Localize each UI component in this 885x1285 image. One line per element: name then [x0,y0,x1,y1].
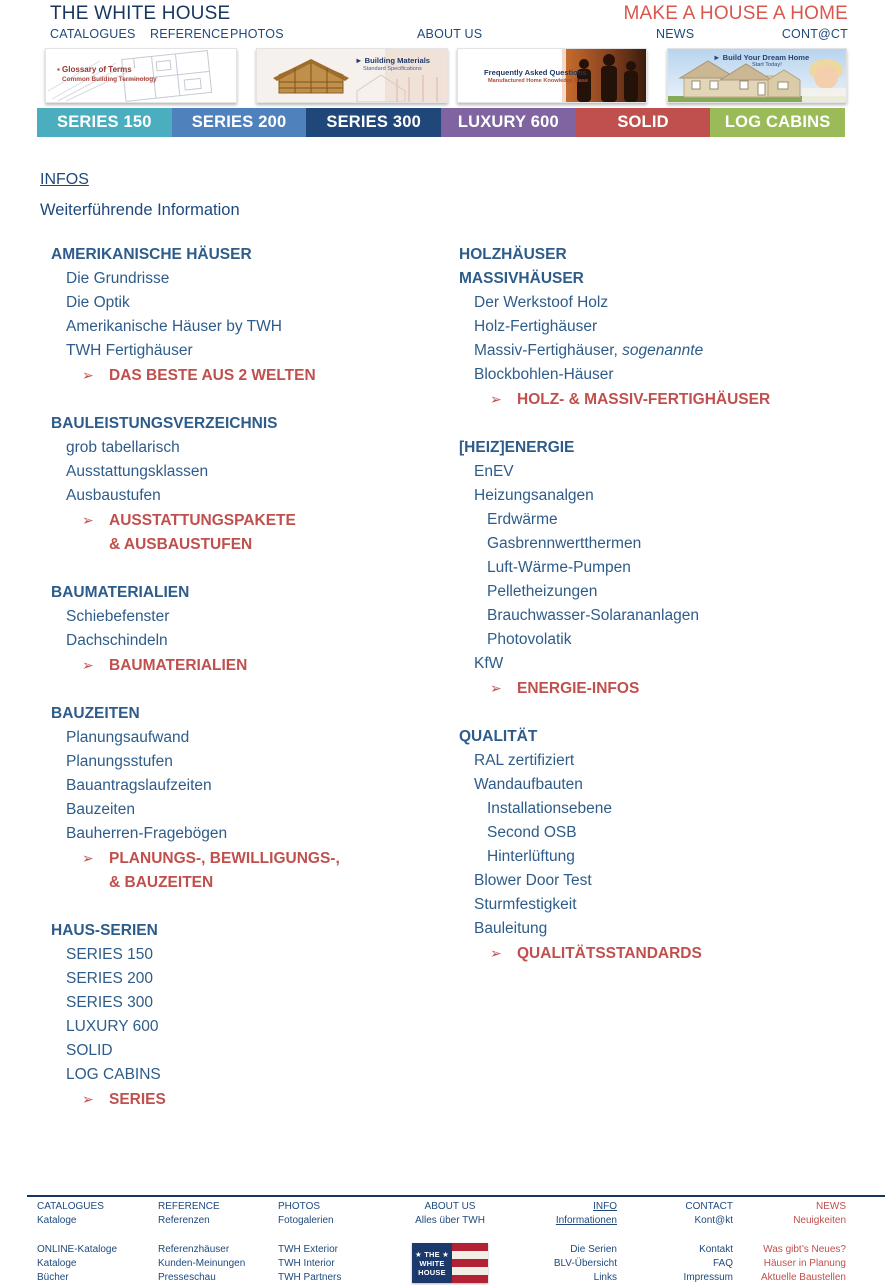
footer-title[interactable]: INFO [593,1201,617,1212]
menu-link[interactable]: SERIES 300 [66,994,154,1011]
menu-link[interactable]: Brauchwasser-Solarananlagen [487,607,699,624]
footer-link[interactable]: Presseschau [158,1272,216,1283]
menu-link[interactable]: Der Werkstoof Holz [474,294,609,311]
menu-section-bauleistungsverzeichnis [51,412,451,557]
footer-logo[interactable] [412,1243,488,1283]
menu-link[interactable]: TWH Fertighäuser [66,342,193,359]
footer-subtitle[interactable]: Fotogalerien [278,1215,334,1226]
menu-link[interactable]: Heizungsanalgen [474,487,594,504]
nav-catalogues[interactable]: CATALOGUES [50,27,136,41]
banner-dream-home[interactable] [667,48,847,103]
menu-link[interactable]: Planungsaufwand [66,729,190,746]
menu-link[interactable]: SERIES 200 [66,970,154,987]
menu-section-haus-serien [51,919,451,1112]
tab-series-300[interactable]: SERIES 300 [306,108,441,137]
footer-title[interactable]: PHOTOS [278,1201,321,1212]
menu-column-right [459,243,879,990]
banner-materials-subtitle: Standard Specifications [363,66,422,72]
menu-link[interactable]: LUXURY 600 [66,1018,159,1035]
arrowhead-icon: ➢ [82,850,94,866]
menu-link[interactable]: Planungsstufen [66,753,173,770]
footer-link[interactable]: ONLINE-Kataloge [37,1244,118,1255]
footer-title[interactable]: CATALOGUES [37,1201,104,1212]
footer-link[interactable]: TWH Partners [278,1272,342,1283]
nav-about-us[interactable]: ABOUT US [417,27,483,41]
action-link-line2[interactable]: & AUSBAUSTUFEN [109,536,253,553]
footer-link[interactable]: Aktuelle Baustellen [760,1272,846,1283]
banner-glossary-title: ▪ Glossary of Terms [57,65,132,74]
arrowhead-icon: ➢ [82,512,94,528]
footer-title[interactable]: NEWS [816,1201,846,1212]
series-nav-bar [37,108,845,137]
footer-subtitle[interactable]: Informationen [555,1215,617,1226]
section-header: HAUS-SERIEN [51,922,158,939]
menu-link[interactable]: Blower Door Test [474,872,592,889]
page-subtitle: Weiterführende Information [40,201,240,219]
menu-link[interactable]: SOLID [66,1042,113,1059]
footer-column-about-us [398,1200,502,1283]
banner-dream-home-title: ► Build Your Dream Home [713,53,810,62]
action-link[interactable]: ➢ PLANUNGS-, BEWILLIGUNGS-, [51,846,451,871]
footer-divider [27,1195,885,1197]
menu-link[interactable]: Wandaufbauten [474,776,583,793]
footer-link[interactable]: Bücher [37,1272,69,1283]
action-link[interactable]: ➢ BAUMATERIALIEN [51,653,451,678]
menu-section-holzhaeuser [459,243,879,412]
menu-section-qualitaet [459,725,879,966]
banner-faq-title: Frequently Asked Questions [484,68,587,77]
footer-link[interactable]: FAQ [712,1258,733,1269]
menu-column-left [51,243,451,1136]
menu-link[interactable]: Installationsebene [487,800,612,817]
site-title: THE WHITE HOUSE [50,3,231,24]
menu-link[interactable]: RAL zertifiziert [474,752,575,769]
menu-link[interactable]: Hinterlüftung [487,848,575,865]
section-header: HOLZHÄUSER [459,246,567,263]
footer-subtitle[interactable]: Kataloge [37,1215,77,1226]
menu-link[interactable]: Die Grundrisse [66,270,170,287]
menu-link[interactable]: Die Optik [66,294,130,311]
tab-series-150[interactable]: SERIES 150 [37,108,172,137]
menu-link[interactable]: SERIES 150 [66,946,154,963]
section-header: MASSIVHÄUSER [459,270,584,287]
menu-link[interactable]: Photovolatik [487,631,572,648]
arrowhead-icon: ➢ [82,367,94,383]
menu-link[interactable]: Bauherren-Fragebögen [66,825,228,842]
menu-link[interactable]: Massiv-Fertighäuser, sogenannte [474,342,704,359]
tab-solid[interactable]: SOLID [576,108,711,137]
footer-subtitle[interactable]: Referenzen [158,1215,210,1226]
arrowhead-icon: ➢ [82,657,94,673]
menu-section-baumaterialien [51,581,451,678]
nav-contact[interactable]: CONT@CT [781,27,848,41]
section-header: QUALITÄT [459,728,538,745]
action-link-line2[interactable]: & BAUZEITEN [109,874,214,891]
section-header: BAUMATERIALIEN [51,584,190,601]
menu-link[interactable]: grob tabellarisch [66,439,180,456]
section-header: AMERIKANISCHE HÄUSER [51,246,252,263]
footer-column-reference [158,1200,273,1285]
arrowhead-icon: ➢ [490,680,502,696]
menu-link[interactable]: Bauantragslaufzeiten [66,777,212,794]
banner-faq[interactable] [457,48,647,103]
menu-section-amerikanische-haeuser [51,243,451,388]
footer-link[interactable]: Kunden-Meinungen [158,1258,246,1269]
menu-link[interactable]: Bauleitung [474,920,548,937]
section-header: BAUZEITEN [51,705,140,722]
tab-luxury-600[interactable]: LUXURY 600 [441,108,576,137]
menu-section-bauzeiten [51,702,451,895]
site-tagline: MAKE A HOUSE A HOME [623,3,848,24]
banner-materials-title: ► Building Materials [355,56,431,65]
banner-glossary[interactable] [45,48,237,103]
footer-link[interactable]: BLV-Übersicht [553,1258,617,1269]
menu-link[interactable]: Dachschindeln [66,632,168,649]
tab-log-cabins[interactable]: LOG CABINS [710,108,845,137]
footer-link[interactable]: Kataloge [37,1258,77,1269]
action-link[interactable]: ➢ DAS BESTE AUS 2 WELTEN [51,363,451,388]
action-link[interactable]: ➢ ENERGIE-INFOS [459,676,879,701]
banner-dream-home-subtitle: Start Today! [752,62,782,68]
footer-link[interactable]: Links [593,1272,617,1283]
footer-link[interactable]: Was gibt’s Neues? [763,1244,846,1255]
menu-link[interactable]: Luft-Wärme-Pumpen [487,559,631,576]
footer-title[interactable]: ABOUT US [424,1201,476,1212]
footer-title[interactable]: REFERENCE [158,1201,220,1212]
footer-column-catalogues [37,1200,152,1285]
menu-link[interactable]: Blockbohlen-Häuser [474,366,614,383]
footer-subtitle[interactable]: Alles über TWH [415,1215,485,1226]
banner-materials[interactable] [256,48,448,103]
footer-column-info [512,1200,617,1285]
footer-column-news [722,1200,846,1285]
arrowhead-icon: ➢ [490,391,502,407]
action-link[interactable]: ➢ AUSSTATTUNGSPAKETE [51,508,451,533]
menu-link[interactable]: Gasbrennwertthermen [487,535,642,552]
menu-link[interactable]: Bauzeiten [66,801,135,818]
action-link[interactable]: ➢ HOLZ- & MASSIV-FERTIGHÄUSER [459,387,879,412]
action-link[interactable]: ➢ SERIES [51,1087,451,1112]
banner-glossary-subtitle: Common Building Terminology [62,76,157,83]
nav-reference[interactable]: REFERENCE [150,27,229,41]
footer-link[interactable]: TWH Interior [278,1258,335,1269]
menu-link[interactable]: Holz-Fertighäuser [474,318,598,335]
footer-link[interactable]: Die Serien [570,1244,617,1255]
flag-stripes-icon [452,1243,488,1283]
footer-subtitle[interactable]: Kont@kt [694,1215,733,1226]
action-link[interactable]: ➢ QUALITÄTSSTANDARDS [459,941,879,966]
menu-link[interactable]: Erdwärme [487,511,558,528]
menu-link[interactable]: KfW [474,655,504,672]
section-header: [HEIZ]ENERGIE [459,439,575,456]
footer-link[interactable]: Kontakt [699,1244,733,1255]
menu-link[interactable]: Ausbaustufen [66,487,161,504]
footer-column-photos [278,1200,393,1285]
footer-link[interactable]: Impressum [683,1272,733,1283]
menu-link[interactable]: Schiebefenster [66,608,170,625]
footer-logo-text: ★ THE ★ WHITE HOUSE [412,1243,452,1283]
menu-link[interactable]: Ausstattungsklassen [66,463,209,480]
nav-news[interactable]: NEWS [656,27,695,41]
section-header: BAULEISTUNGSVERZEICHNIS [51,415,278,432]
menu-link[interactable]: Sturmfestigkeit [474,896,577,913]
nav-photos[interactable]: PHOTOS [230,27,284,41]
menu-link[interactable]: LOG CABINS [66,1066,161,1083]
arrowhead-icon: ➢ [490,945,502,961]
footer-link[interactable]: Referenzhäuser [158,1244,230,1255]
menu-link[interactable]: Second OSB [487,824,577,841]
tab-series-200[interactable]: SERIES 200 [172,108,307,137]
footer-column-contact [628,1200,733,1285]
footer-title[interactable]: CONTACT [685,1201,733,1212]
menu-link[interactable]: Amerikanische Häuser by TWH [66,318,282,335]
menu-link[interactable]: EnEV [474,463,514,480]
footer-subtitle[interactable]: Neuigkeiten [793,1215,846,1226]
footer-link[interactable]: Häuser in Planung [763,1258,846,1269]
menu-link[interactable]: Pelletheizungen [487,583,598,600]
arrowhead-icon: ➢ [82,1091,94,1107]
page-title-infos[interactable]: INFOS [40,171,89,188]
menu-section-heizenergie [459,436,879,701]
banner-faq-subtitle: Manufactured Home Knowledge Base [488,78,589,84]
footer-link[interactable]: TWH Exterior [278,1244,338,1255]
